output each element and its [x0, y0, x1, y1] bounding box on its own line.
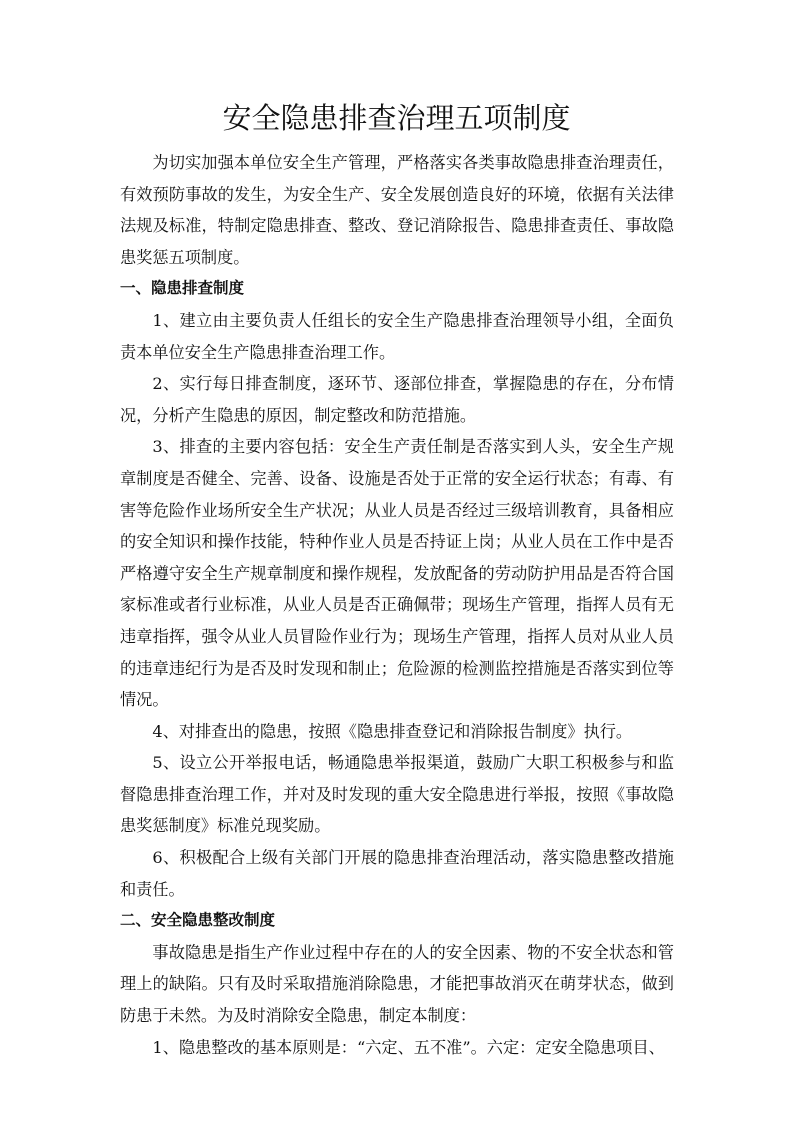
section-heading-hazard-rectification: 二、安全隐患整改制度: [120, 911, 276, 930]
paragraph: 5、设立公开举报电话，畅通隐患举报渠道，鼓励广大职工积极参与和监督隐患排查治理工作，并对及时发现的重大安全隐患进行举报，按照《事故隐患奖惩制度》标准兑现奖励。: [120, 753, 674, 836]
paragraph: 事故隐患是指生产作业过程中存在的人的安全因素、物的不安全状态和管理上的缺陷。只有及时采取措施消除隐患，才能把事故消灭在萌芽状态，做到防患于未然。为及时消除安全隐患，制定本制度：: [120, 942, 674, 1026]
document-title: 安全隐患排查治理五项制度: [222, 101, 571, 135]
paragraph: 1、隐患整改的基本原则是：“六定、五不准”。六定：定安全隐患项目、: [152, 1037, 665, 1057]
paragraph: 1、建立由主要负责人任组长的安全生产隐患排查治理领导小组，全面负责本单位安全生产隐患排查治理工作。: [120, 310, 674, 362]
paragraph: 4、对排查出的隐患，按照《隐患排查登记和消除报告制度》执行。: [152, 721, 633, 741]
intro-paragraph: 为切实加强本单位安全生产管理，严格落实各类事故隐患排查治理责任，有效预防事故的发生，为安全生产、安全发展创造良好的环境，依据有关法律法规及标准，特制定隐患排查、整改、登记消除报告、隐患排查责任、事故隐患奖惩五项制度。: [120, 153, 674, 267]
paragraph: 2、实行每日排查制度，逐环节、逐部位排查，掌握隐患的存在，分布情况，分析产生隐患的原因，制定整改和防范措施。: [120, 374, 674, 425]
paragraph: 6、积极配合上级有关部门开展的隐患排查治理活动，落实隐患整改措施和责任。: [120, 848, 674, 899]
document-body: [120, 147, 674, 1063]
paragraph: 3、排查的主要内容包括：安全生产责任制是否落实到人头，安全生产规章制度是否健全、完善、设备、设施是否处于正常的安全运行状态；有毒、有害等危险作业场所安全生产状况；从业人员是否经过三级培训教育，具备相应的安全知识和操作技能，特种作业人员是否持证上岗；从业人员在工作中是否严格遵守安全生产规章制度和操作规程，发放配备的劳动防护用品是否符合国家标准或者行业标准，从业人员是否正确佩带；现场生产管理，指挥人员有无违章指挥，强令从业人员冒险作业行为；现场生产管理，指挥人员对从业人员的违章违纪行为是否及时发现和制止；危险源的检测监控措施是否落实到位等情况。: [120, 437, 674, 710]
section-heading-hazard-inspection: 一、隐患排查制度: [120, 279, 245, 298]
